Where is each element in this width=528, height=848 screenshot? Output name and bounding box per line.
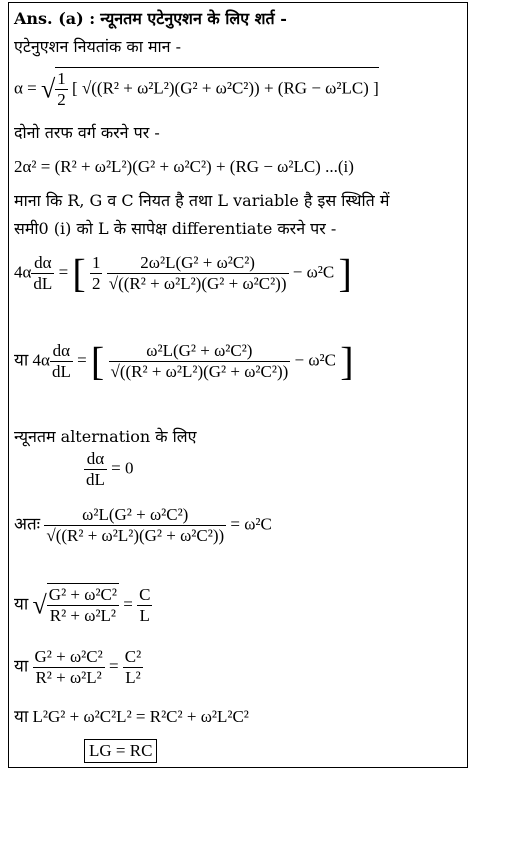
equation-i: 2α² = (R² + ω²L²)(G² + ω²C²) + (RG − ω²LC) ...(i): [14, 157, 354, 176]
deriv1-dadl: $\frac{d\alpha}{dL}$: [33, 253, 53, 293]
differentiate-text: समी0 (i) को L के सापेक्ष differentiate करने पर -: [14, 219, 337, 238]
condition-equation: $\frac{d\alpha}{dL}$ = 0: [86, 449, 134, 489]
deriv1-lhs: 4α: [14, 262, 32, 282]
squared-step-equation: या $\frac{\text{G² + ω²C²}}{\text{R² + ω²L²}}$ = $\frac{\text{C²}}{\text{L²}}$: [14, 647, 142, 687]
sqrt-symbol: √: [41, 74, 56, 104]
deriv2-main-fraction: $\frac{\text{ω²L(G² + ω²C²)}}{\text{√((R² + ω²L²)(G² + ω²C²))}}$: [110, 341, 289, 381]
half-fraction: $\frac{1}{2}$: [57, 69, 66, 109]
result-box: LG = RC: [84, 739, 157, 763]
square-both-text: दोनो तरफ वर्ग करने पर -: [14, 123, 160, 142]
answer-label: Ans. (a) :: [14, 9, 96, 28]
intro-text: एटेनुएशन नियतांक का मान -: [14, 37, 182, 56]
alpha-lhs: α =: [14, 78, 37, 98]
derivative-equation-1: 4α $\frac{d\alpha}{dL}$ = [ $\frac{1}{2}$ $\frac{\text{2ω²L(G² + ω²C²)}}{\text{√((R² + ω²L²)(G² + ω²C²))}}$ − ω²C ]: [14, 250, 352, 296]
answer-heading: [14, 9, 287, 29]
final-result: [84, 739, 157, 763]
alpha-body: [ √((R² + ω²L²)(G² + ω²C²)) + (RG − ω²LC) ]: [72, 78, 379, 98]
derivative-equation-2: या 4α $\frac{d\alpha}{dL}$ = [ $\frac{\text{ω²L(G² + ω²C²)}}{\text{√((R² + ω²L²)(G² + ω²C²))}}$ − ω²C ]: [14, 338, 354, 384]
alpha-radicand: [55, 67, 378, 110]
deriv2-dadl: $\frac{d\alpha}{dL}$: [51, 341, 71, 381]
alpha-equation: [14, 67, 379, 113]
solution-box: [8, 2, 468, 768]
assumption-text: माना कि R, G व C नियत है तथा L variable है इस स्थिति में: [14, 191, 390, 210]
sqrt-symbol: √: [32, 590, 47, 620]
answer-title: न्यूनतम एटेनुएशन के लिए शर्त -: [100, 9, 287, 28]
therefore-equation: अतः $\frac{\text{ω²L(G² + ω²C²)}}{\text{√((R² + ω²L²)(G² + ω²C²))}}$ = ω²C: [14, 505, 272, 545]
expanded-equation: या L²G² + ω²C²L² = R²C² + ω²L²C²: [14, 707, 249, 726]
deriv1-half: $\frac{1}{2}$: [91, 253, 101, 293]
minimum-text: न्यूनतम alternation के लिए: [14, 427, 197, 446]
deriv1-main-fraction: $\frac{\text{2ω²L(G² + ω²C²)}}{\text{√((R² + ω²L²)(G² + ω²C²))}}$: [108, 253, 287, 293]
sqrt-step-equation: या √ $\frac{\text{G² + ω²C²}}{\text{R² + ω²L²}}$ = $\frac{C}{L}$: [14, 585, 151, 625]
